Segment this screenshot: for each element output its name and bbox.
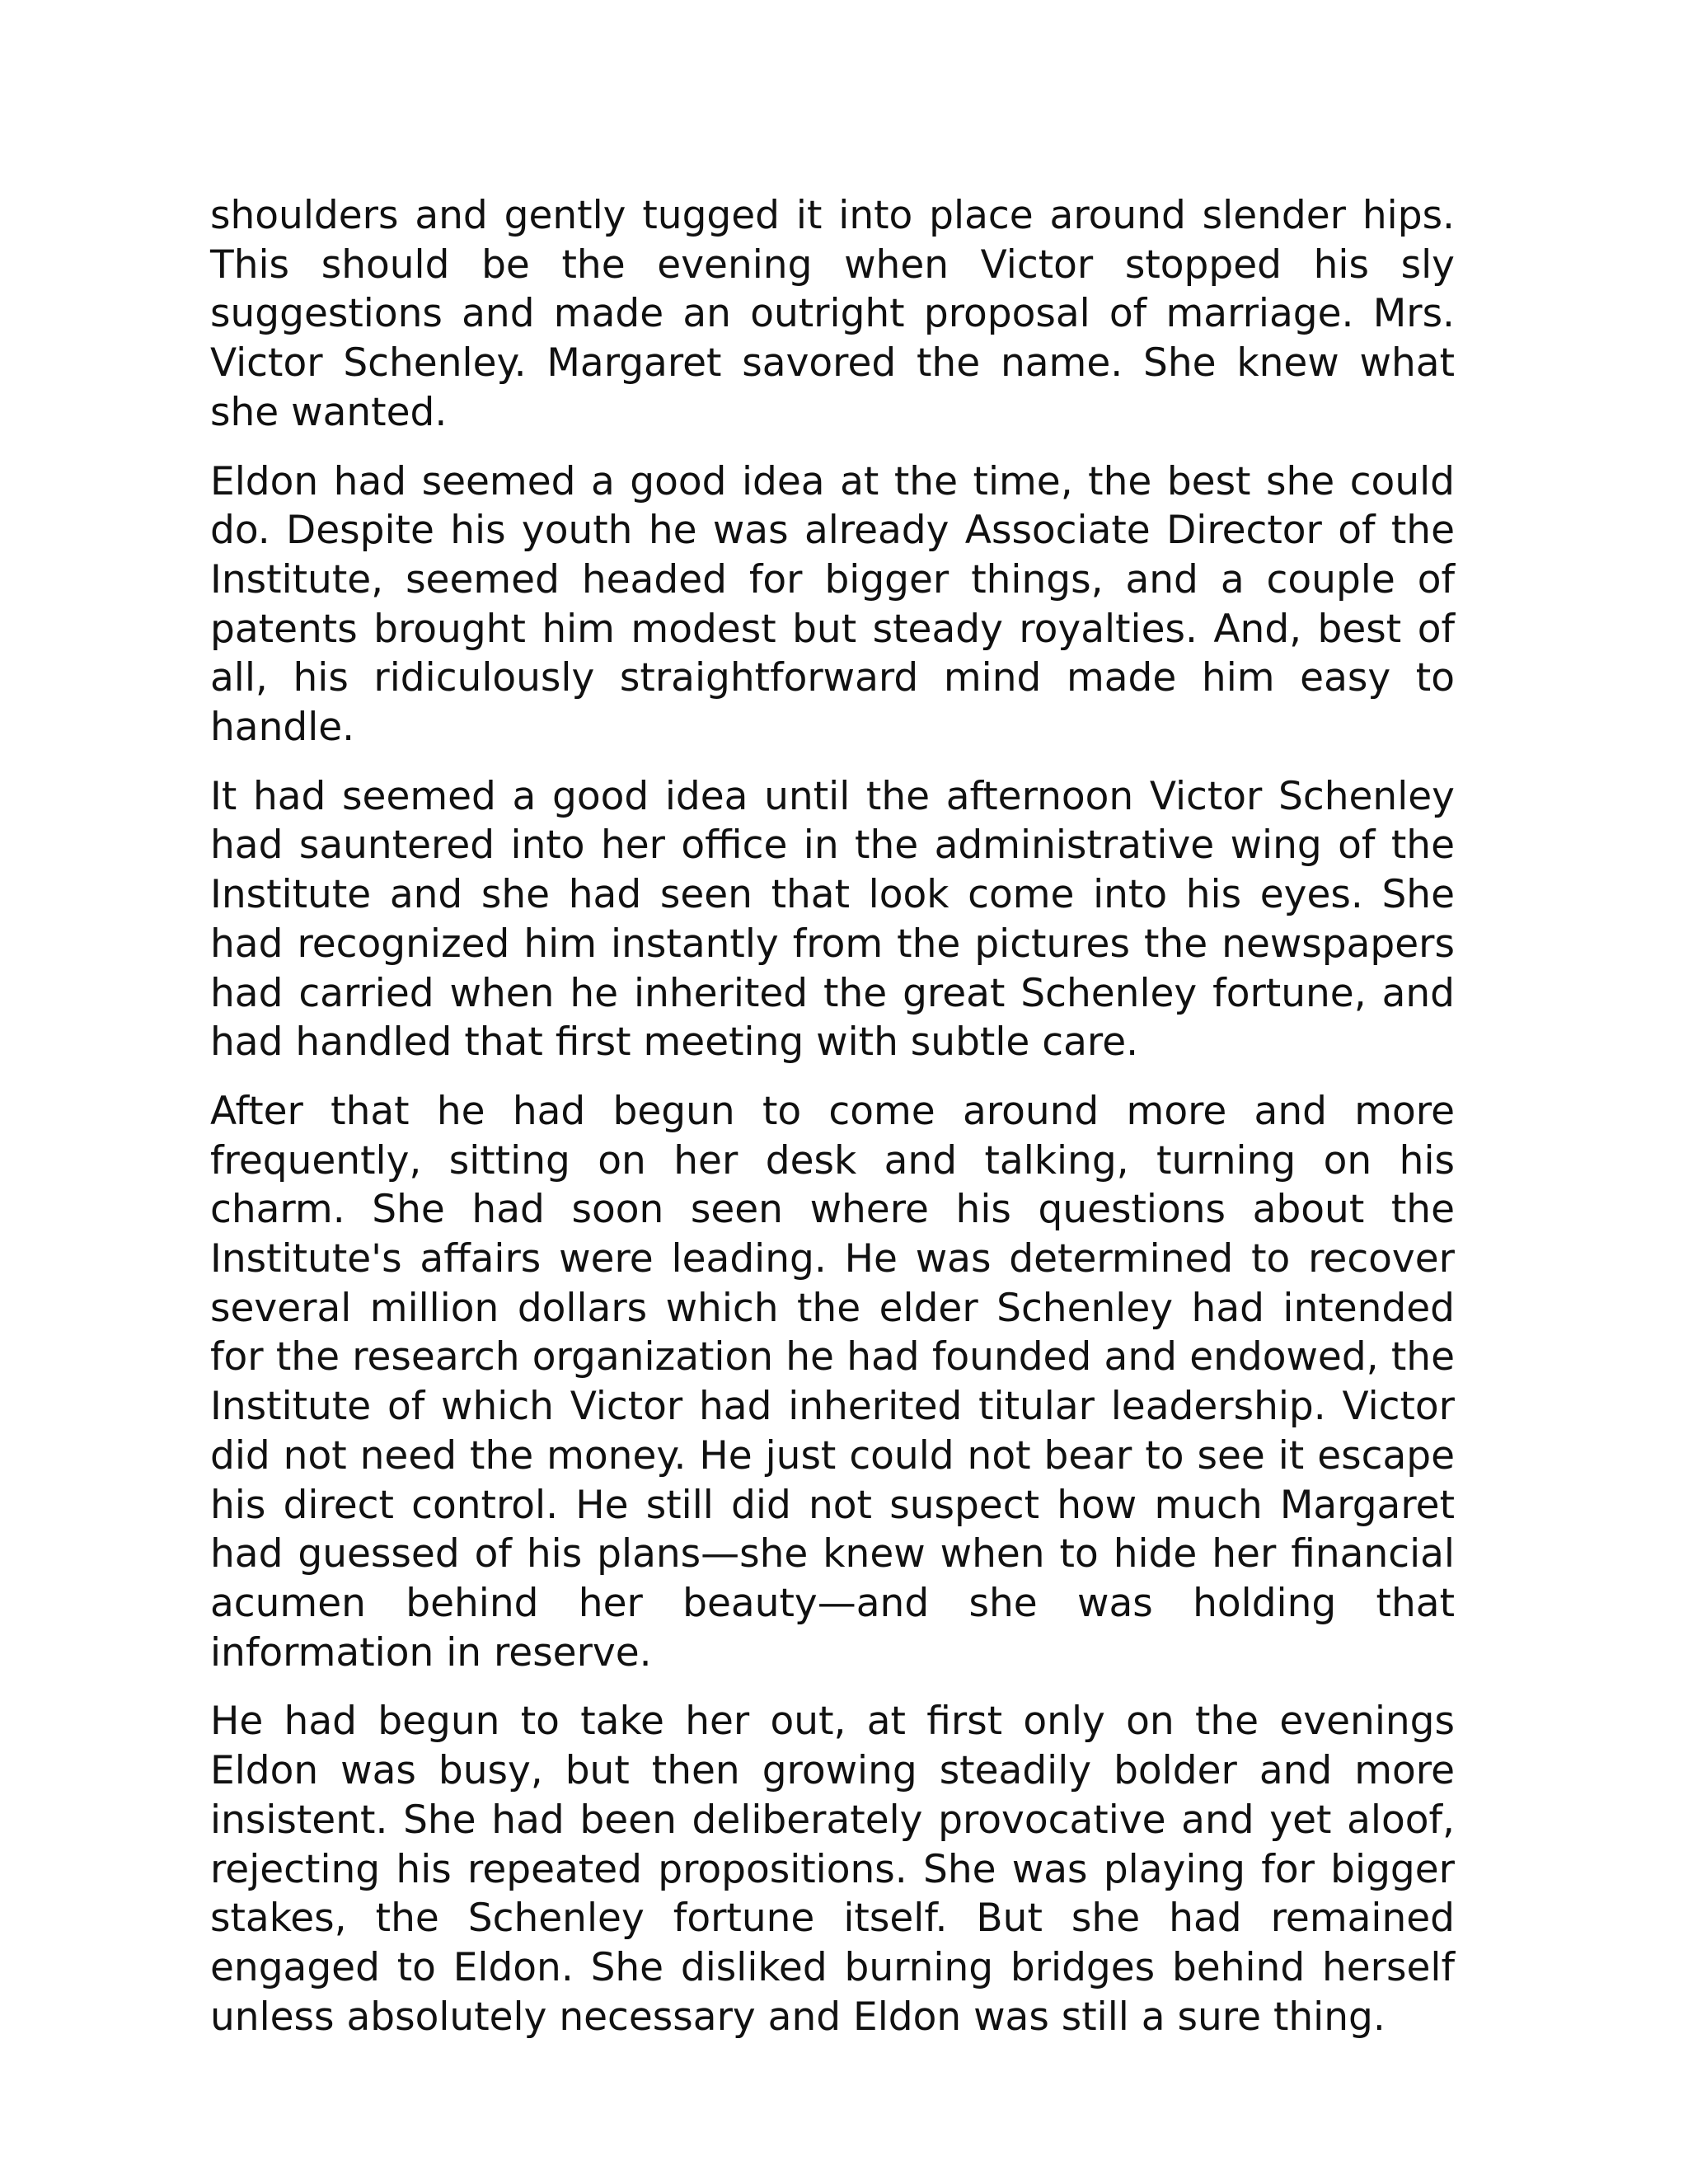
paragraph-2: Eldon had seemed a good idea at the time, the best she could do. Despite his youth he was already Associate Director of the Institute, seemed headed for bigger things, and a couple of patents brought him modest but steady royalties. And, best of all, his ridiculously straightforward mind made him easy to handle. bbox=[210, 458, 1455, 751]
body-text bbox=[210, 191, 1455, 2061]
paragraph-1: shoulders and gently tugged it into place around slender hips. This should be the evening when Victor stopped his sly suggestions and made an outright proposal of marriage. Mrs. Victor Schenley. Margaret savored the name. She knew what she wanted. bbox=[210, 193, 1455, 435]
paragraph-4: After that he had begun to come around more and more frequently, sitting on her desk and talking, turning on his charm. She had soon seen where his questions about the Institute's affairs were leading. He was determined to recover several million dollars which the elder Schenley had intended for the research organization he had founded and endowed, the Institute of which Victor had inherited titular leadership. Victor did not need the money. He just could not bear to see it escape his direct control. He still did not suspect how much Margaret had guessed of his plans—she knew when to hide her financial acumen behind her beauty—and she was holding that information in reserve. bbox=[210, 1088, 1455, 1675]
paragraph-5: He had begun to take her out, at first only on the evenings Eldon was busy, but then growing steadily bolder and more insistent. She had been deliberately provocative and yet aloof, rejecting his repeated propositions. She was playing for bigger stakes, the Schenley fortune itself. But she had remained engaged to Eldon. She disliked burning bridges behind herself unless absolutely necessary and Eldon was still a sure thing. bbox=[210, 1699, 1455, 2040]
paragraph-3: It had seemed a good idea until the afternoon Victor Schenley had sauntered into her office in the administrative wing of the Institute and she had seen that look come into his eyes. She had recognized him instantly from the pictures the newspapers had carried when he inherited the great Schenley fortune, and had handled that first meeting with subtle care. bbox=[210, 773, 1455, 1066]
